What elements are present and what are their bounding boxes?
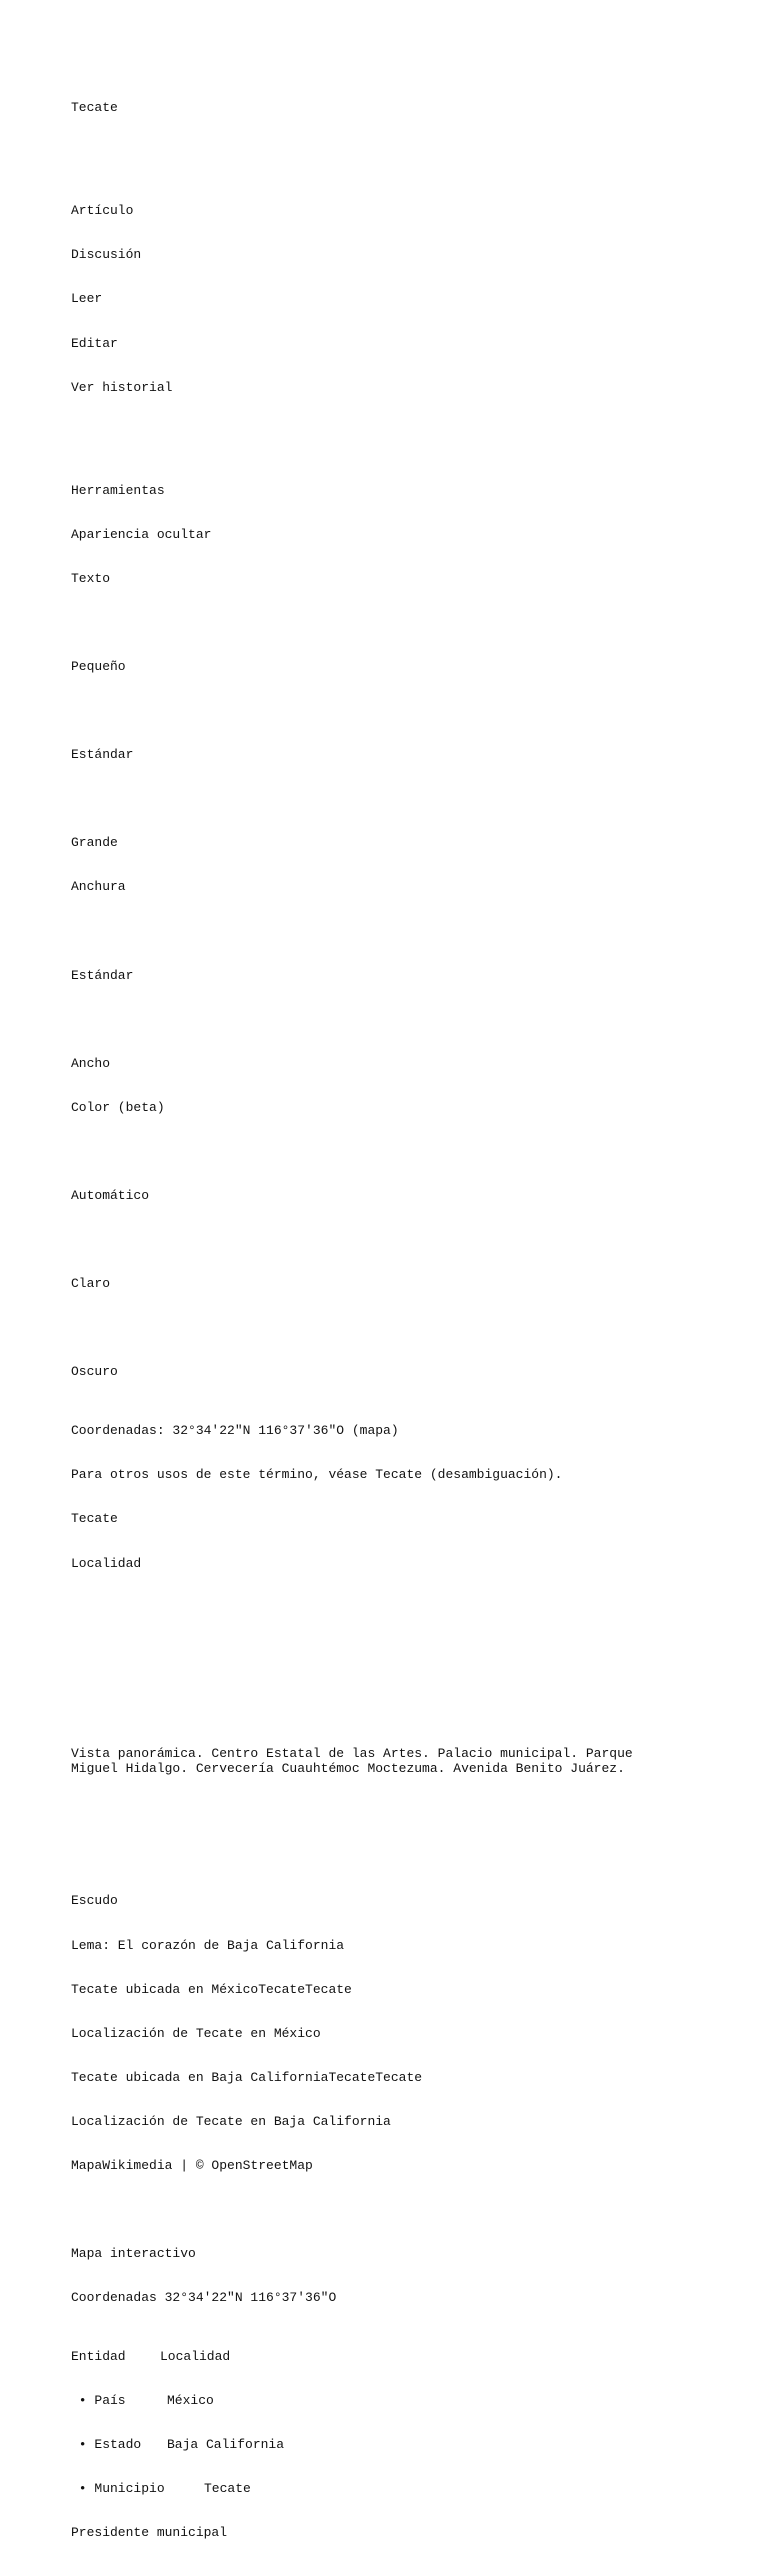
infobox-label: • País (71, 2393, 126, 2409)
hatnote[interactable]: Para otros usos de este término, véase Tecate (desambiguación). (71, 1467, 563, 1483)
motto: Lema: El corazón de Baja California (71, 1937, 345, 1953)
color-auto-option[interactable]: Automático (71, 1188, 150, 1204)
interactive-map-link[interactable]: Mapa interactivo (71, 2246, 196, 2262)
infobox-row-municipality (71, 2482, 751, 2497)
infobox-value-link[interactable]: Baja California (167, 2437, 285, 2453)
page-title: Tecate (71, 100, 118, 116)
tab-edit[interactable]: Editar (71, 335, 118, 351)
location-map-mexico[interactable]: Tecate ubicada en MéxicoTecateTecate (71, 1981, 352, 1997)
infobox-value: Localidad (160, 2349, 231, 2365)
page-content (71, 72, 751, 2556)
location-map-bc-caption: Localización de Tecate en Baja California (71, 2113, 391, 2129)
infobox-coordinates[interactable]: Coordenadas 32°34′22″N 116°37′36″O (71, 2290, 337, 2306)
text-size-small-option[interactable]: Pequeño (71, 658, 126, 674)
infobox-label: • Estado (71, 2437, 142, 2453)
text-size-standard-option[interactable]: Estándar (71, 747, 134, 763)
map-credit-link[interactable]: MapaWikimedia | © OpenStreetMap (71, 2158, 313, 2173)
coordinates-link[interactable]: Coordenadas: 32°34′22″N 116°37′36″O (mapa) (71, 1423, 399, 1439)
color-light-option[interactable]: Claro (71, 1276, 111, 1292)
tab-discussion[interactable]: Discusión (71, 247, 142, 263)
appearance-toggle[interactable]: Apariencia ocultar (71, 526, 212, 542)
color-dark-option[interactable]: Oscuro (71, 1364, 118, 1380)
infobox-row-state (71, 2438, 751, 2453)
infobox-row-country (71, 2394, 751, 2409)
width-standard-option[interactable]: Estándar (71, 967, 134, 983)
tab-history[interactable]: Ver historial (71, 379, 173, 395)
infobox-label: Entidad (71, 2349, 126, 2365)
location-map-mexico-caption: Localización de Tecate en México (71, 2025, 321, 2041)
infobox-title: Tecate (71, 1511, 118, 1527)
gallery-caption: Vista panorámica. Centro Estatal de las Artes. Palacio municipal. Parque Miguel Hidalgo. Cervecería Cuauhtémoc Moctezuma. Avenida Benito Juárez. (71, 1746, 633, 1777)
width-label: Anchura (71, 879, 126, 895)
tab-read[interactable]: Leer (71, 291, 103, 307)
text-size-large-option[interactable]: Grande (71, 835, 118, 851)
coat-of-arms-label[interactable]: Escudo (71, 1893, 118, 1909)
color-label: Color (beta) (71, 1099, 165, 1115)
tools-menu[interactable]: Herramientas (71, 482, 165, 498)
width-wide-option[interactable]: Ancho (71, 1055, 111, 1071)
infobox-value-link[interactable]: México (167, 2393, 214, 2409)
infobox-subtitle: Localidad (71, 1555, 142, 1571)
location-map-bc[interactable]: Tecate ubicada en Baja CaliforniaTecateTecate (71, 2069, 423, 2085)
infobox-president-label: Presidente municipal (71, 2525, 228, 2541)
infobox-value-link[interactable]: Tecate (204, 2481, 251, 2497)
infobox-label: • Municipio (71, 2481, 165, 2497)
text-size-label: Texto (71, 570, 111, 586)
infobox-row-entity (71, 2350, 751, 2365)
tab-article[interactable]: Artículo (71, 203, 134, 219)
